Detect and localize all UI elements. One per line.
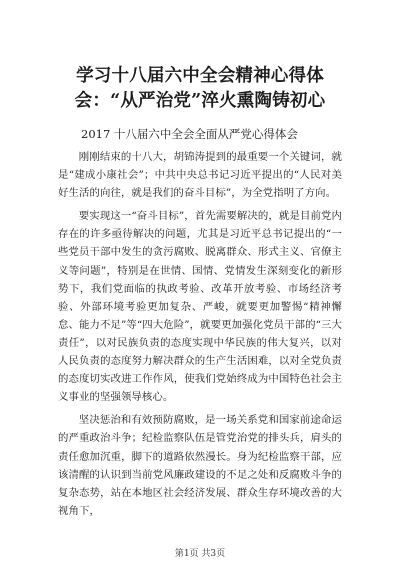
paragraph: 要实现这一“奋斗目标”，首先需要解决的，就是目前党内存在的许多亟待解决的问题，尤其是习近平总书记提出的“一些党员干部中发生的贪污腐败、脱离群众、形式主义、官僚主义等问题”，特别是在世情、国情、党情发生深刻变化的新形势下，我们党面临的执政考验、改革开放考验、市场经济考验、外部环境考验更加复杂、严峻，就要更加警惕“精神懈怠、能力不足”等“四大危险”，就要更加强化党员干部的“三大责任”，以对民族负责的态度实现中华民族的伟大复兴，以对人民负责的态度努力解决群众的生产生活困难，以对全党负责的态度切实改进工作作风，使我们党始终成为中国特色社会主义事业的坚强领导核心。	[58, 210, 342, 404]
paragraph: 刚刚结束的十八大，胡锦涛提到的最重要一个关键词，就是“建成小康社会”；中共中央总书记习近平提出的“人民对美好生活的向往，就是我们的奋斗目标”，为全党指明了方向。	[58, 151, 342, 200]
document-subtitle: 2017 十八届六中全会全面从严党心得体会	[81, 127, 298, 141]
page-footer: 第1页 共3页	[174, 549, 226, 559]
document-title: 学习十八届六中全会精神心得体会：“从严治党”淬火熏陶铸初心	[74, 66, 326, 111]
paragraph: 坚决惩治和有效预防腐败，是一场关系党和国家前途命运的严重政治斗争；纪检监察队伍是管党治党的排头兵，肩头的责任愈加沉重，脚下的道路依然漫长。身为纪检监察干部，应该清醒的认识到当前党风廉政建设的不足之处和反腐败斗争的复杂态势，站在本地区社会经济发展、群众生存环境改善的大视角下，	[58, 414, 342, 517]
